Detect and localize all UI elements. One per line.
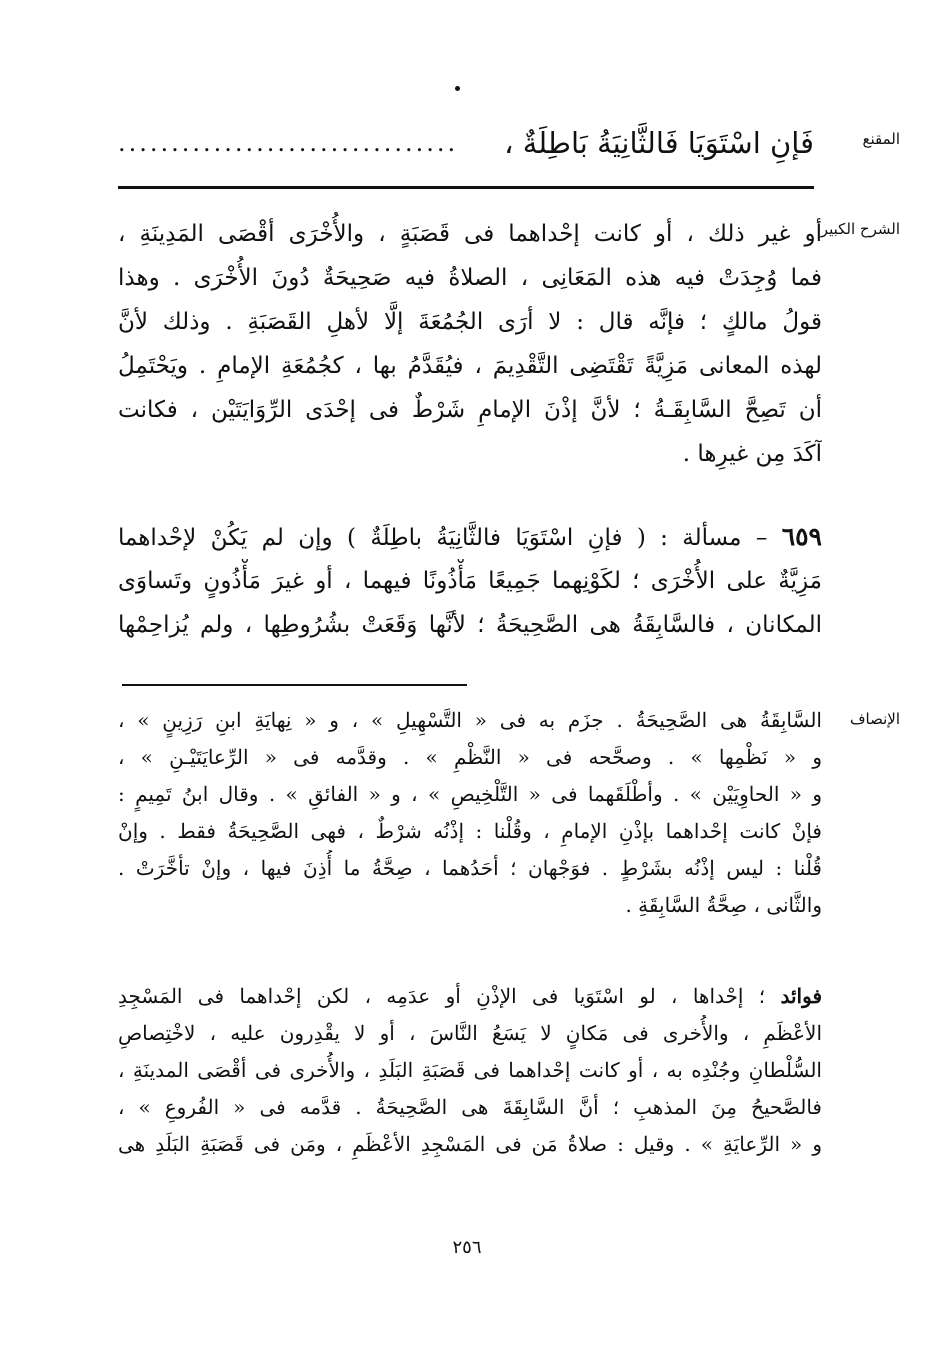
fawaid-line: الأعْظَمِ ، والأُخرى فى مَكانٍ لا يَسَعُ النَّاسَ ، أو لا يقْدِرون عليه ، لاخْتِصاصِ <box>118 1021 822 1045</box>
fawaid-line: السُّلْطانِ وجُنْدِه به ، أو كانت إحْداهما فى قَصَبَةِ البَلَدِ ، والأُخرى فى أقْصَى المدينَةِ ، <box>118 1058 822 1082</box>
sharh-line: فما وُجِدَتْ فيه هذه المَعَانِى ، الصلاةُ فيه صَحِيحَةٌ دُونَ الأُخْرَى . وهذا <box>118 265 822 291</box>
masala-line: مَزِيَّةٌ على الأُخْرَى ؛ لكَوْنِهما جَمِيعًا مَأْذُونًا فيهما ، أو غيرَ مَأْذُونٍ وتَساوَى <box>118 568 822 594</box>
sharh-line: أو غير ذلك ، أو كانت إحْداهما فى قَصَبَةٍ ، والأُخْرَى أقْصَى المَدِينَةِ ، <box>118 221 822 247</box>
masala-line <box>118 515 822 559</box>
insaf-line: فإنْ كانت إحْداهما بإذْنِ الإمامِ ، وقُلْنا : إذْنُه شرْطٌ ، فهى الصَّحِيحَةُ فقط . وإنْ <box>118 819 822 843</box>
page-number: ٢٥٦ <box>452 1237 482 1258</box>
insaf-line: و « نَظْمِها » . وصحَّحه فى « النَّظْمِ » . وقدَّمه فى « الرِّعايَتَيْـنِ » ، <box>118 745 822 769</box>
insaf-line: و « الحاوِيَيْن » . وأطْلَقَهما فى « التَّلْخِيصِ » ، و « الفائقِ » . وقال ابنُ تَمِيمٍ : <box>118 782 822 806</box>
insaf-section <box>118 702 822 924</box>
insaf-side-label: الإنصاف <box>849 710 900 728</box>
masala-section <box>118 515 822 647</box>
sharh-line: أن تَصِحَّ السَّابِقَـةُ ؛ لأنَّ إذْنَ الإمامِ شَرْطٌ فى إحْدَى الرِّوَايَتَيْن ، فكانت <box>118 397 822 423</box>
sharh-line: قولُ مالكٍ ؛ فإنَّه قال : لا أرَى الجُمُعَةَ إلَّا لأهلِ القَصَبَةِ . وذلك لأنَّ <box>118 309 822 335</box>
masala-line-text: – مسألة : ( فإنِ اسْتَوَيَا فالثَّانِيَةُ باطِلَةٌ ) وإن لم يَكُنْ لإحْداهما <box>118 525 768 551</box>
section-rule <box>122 684 467 686</box>
masala-line: المكانان ، فالسَّابِقَةُ هى الصَّحِيحَةُ ؛ لأنَّها وَقَعَتْ بشُرُوطِها ، ولم يُزاحِمْها <box>118 612 822 638</box>
muqni-text: فَإنِ اسْتَوَيَا فَالثَّانِيَةُ بَاطِلَةٌ ، <box>504 126 814 160</box>
fawaid-lead: فوائد <box>780 984 822 1008</box>
muqni-side-label: المقنع <box>862 130 900 148</box>
fawaid-section <box>118 978 822 1163</box>
sharh-section <box>118 212 822 476</box>
sharh-line: آكَدَ مِن غيرِها . <box>682 441 822 467</box>
header-dot-leader: ................................ <box>118 129 459 157</box>
fawaid-line-text: ؛ إحْداها ، لو اسْتَوَيا فى الإذْنِ أو عدَمِه ، لكن إحْداهما فى المَسْجِدِ <box>118 984 766 1008</box>
sharh-side-label: الشرح الكبير <box>820 220 900 238</box>
top-dot-mark <box>455 86 460 91</box>
masala-number: ٦٥٩ <box>781 522 822 551</box>
muqni-header <box>118 118 814 168</box>
sharh-line: لهذه المعانى مَزِيَّةً تَقْتَضِى التَّقْدِيمَ ، فيُقَدَّمُ بها ، كجُمُعَةِ الإمامِ . ويَحْتَمِلُ <box>118 353 822 379</box>
fawaid-line: فالصَّحيحُ مِنَ المذهبِ ؛ أنَّ السَّابِقَةَ هى الصَّحِيحَةُ . قدَّمه فى « الفُروعِ » ، <box>118 1095 822 1119</box>
header-rule <box>118 186 814 189</box>
insaf-line: والثَّانى ، صِحَّةُ السَّابِقَةِ . <box>625 893 822 917</box>
insaf-line: قُلْنا : ليس إذْنُه بشَرْطٍ . فوَجْهان ؛ أحَدُهما ، صِحَّةُ ما أُذِنَ فيها ، وإنْ تأخَّرَتْ . <box>118 856 822 880</box>
fawaid-line <box>118 978 822 1015</box>
fawaid-line: و « الرِّعايَةِ » . وقيل : صلاةُ مَن فى المَسْجِدِ الأعْظَمِ ، ومَن فى قَصَبَةِ البَلَدِ هى <box>118 1132 822 1156</box>
insaf-line: السَّابِقَةُ هى الصَّحِيحَةُ . جزَم به فى « التَّسْهِيلِ » ، و « نِهايَةِ ابنِ رَزِينٍ » ، <box>118 708 822 732</box>
